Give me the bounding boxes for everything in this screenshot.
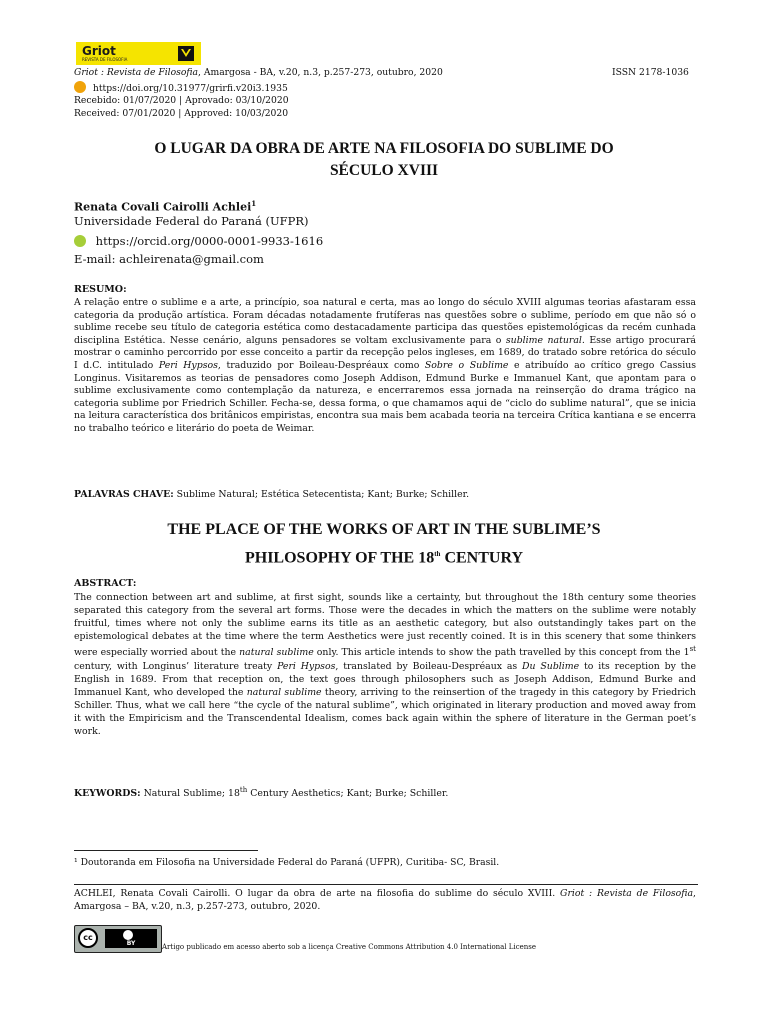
title-en-sup: th	[434, 550, 441, 558]
title-en-line1: THE PLACE OF THE WORKS OF ART IN THE SUBLIME’S	[167, 521, 601, 538]
received-pt: Recebido: 01/07/2020 | Aprovado: 03/10/2020	[74, 95, 289, 106]
keywords-sup: th	[239, 786, 248, 794]
resumo-part: , traduzido por Boileau-Despréaux como	[217, 359, 425, 371]
cc-by-badge	[105, 929, 157, 948]
abstract-heading: ABSTRACT:	[74, 578, 137, 589]
footnote-divider	[74, 850, 258, 851]
orcid-line	[74, 233, 323, 250]
doi-link[interactable]: https://doi.org/10.31977/grirfi.v20i3.1935	[92, 83, 288, 94]
title-pt-line2: SÉCULO XVIII	[329, 162, 439, 179]
title-en-line2-a: PHILOSOPHY OF THE 18	[244, 549, 435, 567]
resumo-text	[74, 297, 696, 436]
author-email: E-mail: achleirenata@gmail.com	[74, 252, 264, 266]
keywords-part: Natural Sublime; 18	[140, 788, 240, 800]
citation-italic: Griot : Revista de Filosofia	[560, 888, 694, 899]
journal-details: , Amargosa - BA, v.20, n.3, p.257-273, outubro, 2020	[198, 67, 443, 78]
resumo-heading: RESUMO:	[74, 284, 127, 295]
abstract-italic: Peri Hypsos	[277, 660, 336, 672]
journal-name: Griot : Revista de Filosofia	[74, 67, 198, 78]
abstract-part: The connection between art and sublime, at first sight, sounds like a certainty, but throughout the 18th century some theories separated this category from the several art forms. Those were the decades in which the matters on the sublime were notably fruitful, times where not only the sublime earns its title as an aesthetic category, but also outstandingly takes part on the epistemological debates at the time where the term Aesthetics were just recently coined. It is in this scenery that some thinkers were especially worried about the	[74, 592, 696, 659]
person-icon	[123, 930, 133, 940]
title-en	[70, 518, 698, 570]
abstract-italic: natural sublime	[246, 686, 322, 698]
citation-part: , Amargosa – BA, v.20, n.3, p.257-273, outubro, 2020.	[74, 888, 696, 912]
abstract-part: century, with Longinus’ literature treaty	[74, 660, 278, 672]
resumo-italic: Sobre o Sublime	[424, 359, 509, 371]
palavras-heading: PALAVRAS CHAVE:	[74, 489, 174, 500]
title-pt-line1: O LUGAR DA OBRA DE ARTE NA FILOSOFIA DO SUBLIME DO	[154, 140, 614, 157]
abstract-text	[74, 591, 696, 738]
footnote: ¹ Doutoranda em Filosofia na Universidade Federal do Paraná (UFPR), Curitiba- SC, Brasil.	[74, 857, 500, 868]
journal-logo	[76, 42, 201, 65]
citation-divider	[74, 884, 698, 885]
palavras-chave	[74, 489, 696, 502]
keywords	[74, 784, 696, 801]
issn: ISSN 2178-1036	[612, 67, 689, 78]
keywords-heading: KEYWORDS:	[74, 788, 141, 800]
author-affiliation: Universidade Federal do Paraná (UFPR)	[74, 214, 309, 228]
palavras-text: Sublime Natural; Estética Setecentista; Kant; Burke; Schiller.	[173, 489, 470, 500]
cc-by-label: BY	[126, 940, 136, 947]
resumo-italic: sublime natural	[505, 334, 582, 346]
logo-mark-icon	[178, 46, 194, 61]
resumo-part: . Esse artigo procurará mostrar o caminho percorrido por esse conceito a partir da recepção pelos ingleses, em 1689, do tratado sobre retórica do século I d.C. intitulado	[74, 334, 696, 371]
abstract-italic: natural sublime	[239, 647, 314, 659]
title-en-line2-b: CENTURY	[440, 549, 523, 567]
abstract-part: to its reception by the English in 1689. From that reception on, the text goes through philosophers such as Joseph Addison, Edmund Burke and Immanuel Kant, who developed the	[74, 660, 697, 698]
citation-part: ACHLEI, Renata Covali Cairolli. O lugar da obra de arte na filosofia do sublime do século XVIII.	[74, 888, 561, 899]
title-en-line2	[70, 542, 698, 570]
abstract-part: theory, arriving to the reinsertion of the tragedy in this category by Friedrich Schiller. Thus, what we call here “the cycle of the natural sublime”, which originated in literary production and moved away from it with the Empiricism and the Transcendental Idealism, comes back again within the sphere of literature in the German poet’s work.	[74, 686, 696, 738]
doi-icon	[74, 81, 86, 93]
journal-reference	[74, 67, 443, 79]
abstract-part: only. This article intends to show the path travelled by this concept from the 1	[313, 647, 690, 659]
author-name-text: Renata Covali Cairolli Achlei	[74, 200, 252, 214]
doi-line	[74, 81, 288, 95]
resumo-part: e atribuído ao crítico grego Cassius Longinus. Visitaremos as teorias de pensadores como Joseph Addison, Edmund Burke e Immanuel Kant, que apontam para o sublime exclusivamente como contemplação da natureza, e encerraremos essa jornada na reinserção do drama trágico na categoria sublime por Friedrich Schiller. Fecha-se, dessa forma, o que chamamos aqui de “ciclo do sublime natural”, que se inicia na leitura característica dos britânicos empiristas, encontra sua mais bem acabada teoria na terceira Crítica kantiana e se encerra no trabalho teórico e literário do poeta de Weimar.	[74, 359, 697, 434]
creative-commons-icon[interactable]	[74, 925, 162, 953]
citation	[74, 887, 696, 913]
resumo-part: A relação entre o sublime e a arte, a princípio, soa natural e certa, mas ao longo do século XVIII algumas teorias afastaram essa categoria da produção artística. Foram décadas notadamente frutíferas nas questões sobre o sublime, período em que não só o sublime recebe seu título de categoria estética como destacadamente participa das questões epistemológicas da recém cunhada disciplina Estética. Nesse cenário, alguns pensadores se voltam exclusivamente para o	[74, 297, 696, 346]
cc-logo: cc	[78, 928, 98, 948]
resumo-italic: Peri Hypsos	[158, 359, 218, 371]
orcid-link[interactable]: https://orcid.org/0000-0001-9933-1616	[95, 234, 324, 248]
footnote-mark: 1	[251, 199, 257, 208]
abstract-sup: st	[689, 645, 696, 654]
license-text: Artigo publicado em acesso aberto sob a licença Creative Commons Attribution 4.0 International License	[162, 943, 537, 951]
received-en: Received: 07/01/2020 | Approved: 10/03/2020	[74, 108, 289, 119]
orcid-icon	[74, 235, 86, 247]
keywords-part: Century Aesthetics; Kant; Burke; Schiller.	[247, 788, 449, 800]
logo-subtitle: REVISTA DE FILOSOFIA	[82, 56, 128, 62]
abstract-italic: Du Sublime	[522, 660, 580, 672]
title-pt	[70, 138, 698, 182]
logo-word: Griot	[82, 43, 116, 58]
abstract-part: , translated by Boileau-Despréaux as	[335, 660, 523, 672]
